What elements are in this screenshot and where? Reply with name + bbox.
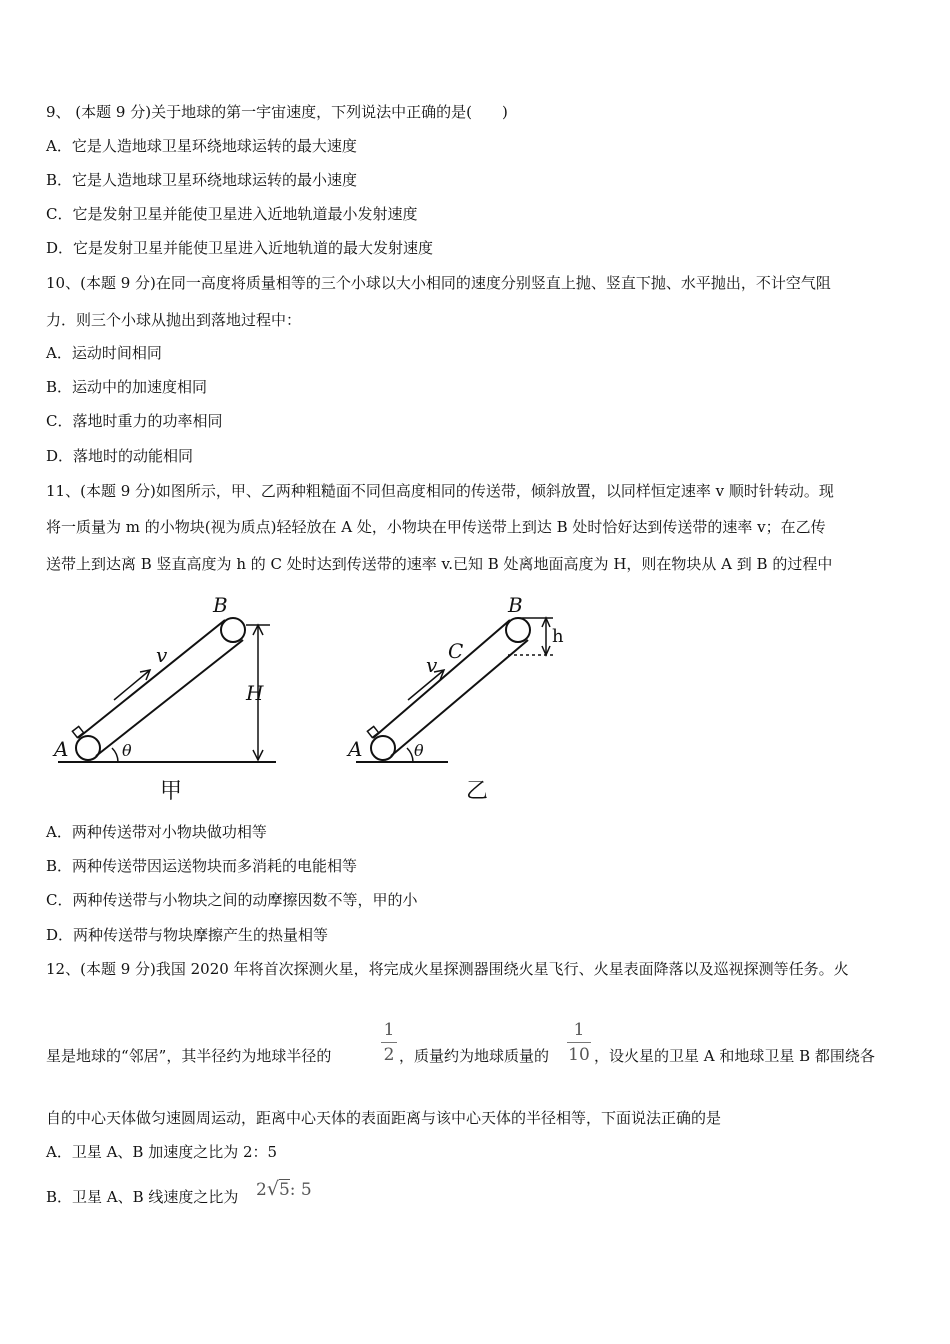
left-belt-bottom <box>96 640 243 756</box>
q12-option-a: A．卫星 A、B 加速度之比为 2：5 <box>46 1143 278 1161</box>
right-label-c: C <box>448 639 464 663</box>
left-angle-arc <box>112 748 118 762</box>
right-label-h-small: h <box>552 626 564 647</box>
conveyor-belt-figure <box>48 590 588 805</box>
left-label-a: A <box>54 737 69 761</box>
q10-option-d: D．落地时的动能相同 <box>46 447 194 465</box>
q9-option-c: C．它是发射卫星并能使卫星进入近地轨道最小发射速度 <box>46 205 418 223</box>
q11-stem-line2: 将一质量为 m 的小物块(视为质点)轻轻放在 A 处，小物块在甲传送带上到达 B 处时恰好达到传送带的速率 v；在乙传 <box>46 518 826 536</box>
q12-stem-line3: 自的中心天体做匀速圆周运动，距离中心天体的表面距离与该中心天体的半径相等，下面说法正确的是 <box>46 1109 722 1127</box>
left-label-h-big: H <box>246 681 264 705</box>
q12-stem-line1: 12、(本题 9 分)我国 2020 年将首次探测火星，将完成火星探测器围绕火星飞行、火星表面降落以及巡视探测等任务。火 <box>46 960 849 978</box>
right-label-a: A <box>348 737 363 761</box>
q11-option-d: D．两种传送带与物块摩擦产生的热量相等 <box>46 926 329 944</box>
q12-stem-line2a: 星是地球的“邻居”，其半径约为地球半径的 <box>46 1047 332 1065</box>
right-label-theta: θ <box>414 741 424 760</box>
right-caption: 乙 <box>466 779 489 804</box>
q11-stem-line1: 11、(本题 9 分)如图所示，甲、乙两种粗糙面不同但高度相同的传送带，倾斜放置，以同样恒定速率 v 顺时针转动。现 <box>46 482 834 500</box>
q11-option-a: A．两种传送带对小物块做功相等 <box>46 823 267 841</box>
q12-stem-line2c: ，设火星的卫星 A 和地球卫星 B 都围绕各 <box>594 1047 875 1065</box>
left-pulley-a <box>76 736 100 760</box>
left-label-theta: θ <box>122 741 132 760</box>
right-label-v: v <box>426 653 438 677</box>
left-belt-top <box>78 620 225 738</box>
q12-option-b: B．卫星 A、B 线速度之比为 <box>46 1188 239 1206</box>
q10-option-c: C．落地时重力的功率相同 <box>46 412 223 430</box>
q9-option-a: A．它是人造地球卫星环绕地球运转的最大速度 <box>46 137 357 155</box>
q11-stem-line3: 送带上到达离 B 竖直高度为 h 的 C 处时达到传送带的速率 v.已知 B 处离地面高度为 H，则在物块从 A 到 B 的过程中 <box>46 555 833 573</box>
right-pulley-a <box>371 736 395 760</box>
q12-fraction-tenth: 1 10 <box>568 1020 590 1065</box>
right-belt-top <box>373 620 510 738</box>
q12-stem-line2b: ，质量约为地球质量的 <box>399 1047 550 1065</box>
q9-option-b: B．它是人造地球卫星环绕地球运转的最小速度 <box>46 171 358 189</box>
left-pulley-b <box>221 618 245 642</box>
q11-option-c: C．两种传送带与小物块之间的动摩擦因数不等，甲的小 <box>46 891 418 909</box>
q9-stem: 9、 (本题 9 分)关于地球的第一宇宙速度，下列说法中正确的是( ) <box>46 103 508 121</box>
q11-option-b: B．两种传送带因运送物块而多消耗的电能相等 <box>46 857 358 875</box>
left-caption: 甲 <box>160 779 183 804</box>
q10-stem-line1: 10、(本题 9 分)在同一高度将质量相等的三个小球以大小相同的速度分别竖直上抛、竖直下抛、水平抛出，不计空气阻 <box>46 274 831 292</box>
left-label-b: B <box>213 593 228 617</box>
q12-fraction-half: 1 2 <box>381 1020 397 1065</box>
q10-option-b: B．运动中的加速度相同 <box>46 378 208 396</box>
right-pulley-b <box>506 618 530 642</box>
q10-option-a: A．运动时间相同 <box>46 344 162 362</box>
right-label-b: B <box>508 593 523 617</box>
left-label-v: v <box>156 643 168 667</box>
right-angle-arc <box>407 748 413 762</box>
q9-option-d: D．它是发射卫星并能使卫星进入近地轨道的最大发射速度 <box>46 239 434 257</box>
q10-stem-line2: 力．则三个小球从抛出到落地过程中： <box>46 311 302 329</box>
q12-option-b-ratio: 2√5: 5 <box>256 1178 312 1200</box>
